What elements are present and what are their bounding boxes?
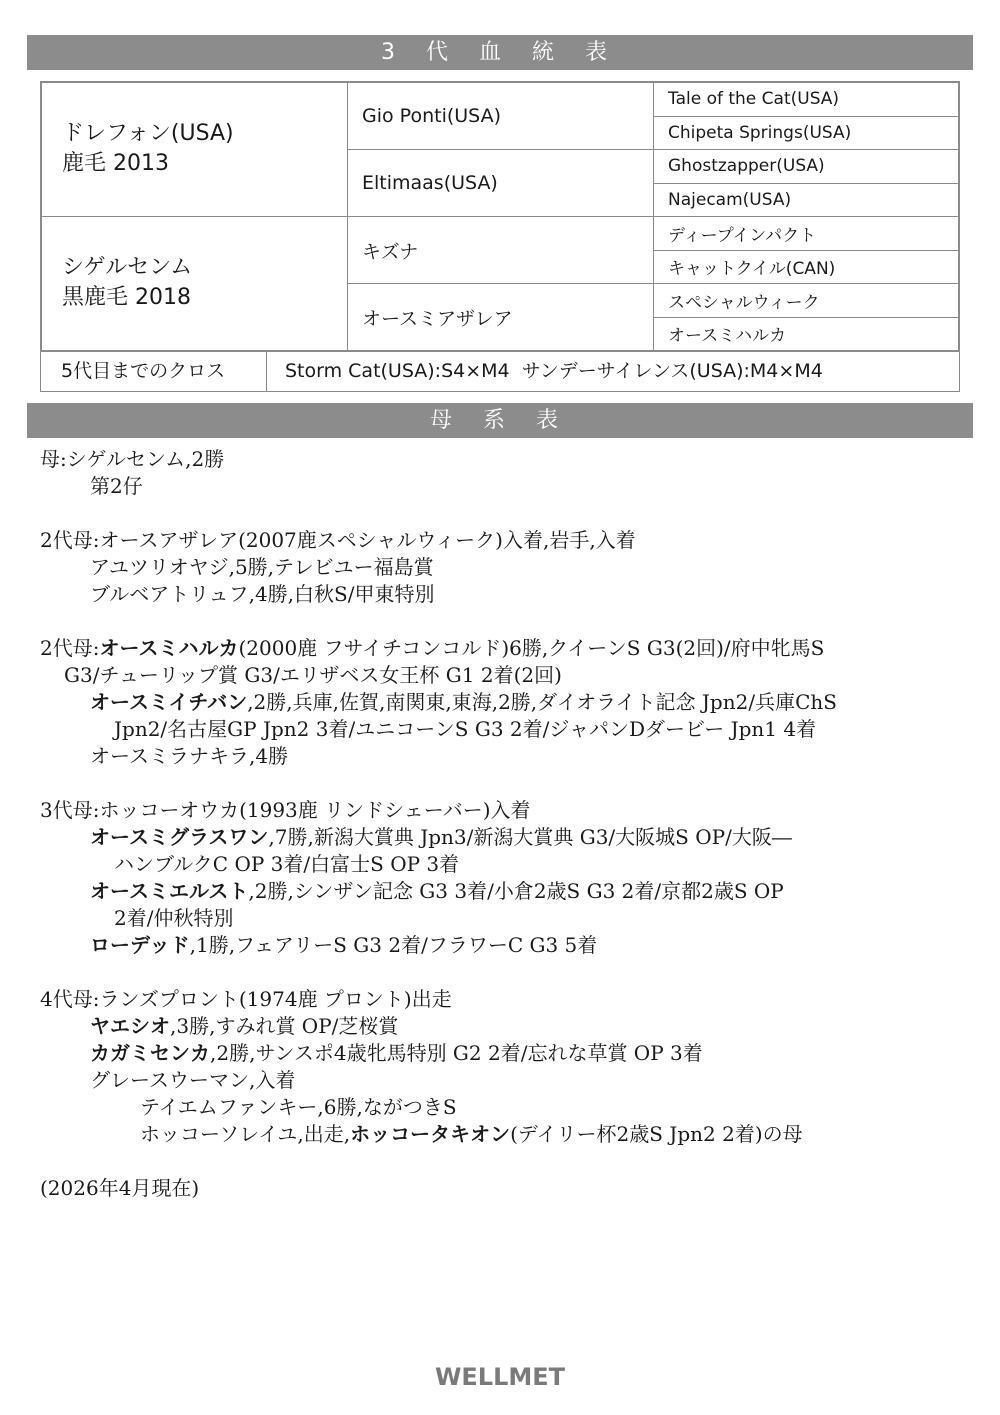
gen3-6: キャットクイル(CAN)	[654, 250, 959, 284]
family-header: 母 系 表	[27, 403, 973, 438]
dam-detail: 黒鹿毛 2018	[62, 285, 191, 310]
great-granddam-line: 3代母:ホッコーオウカ(1993鹿 リンドシェーバー)入着	[40, 798, 531, 822]
great-granddam-child-2-name: オースミエルスト	[90, 879, 249, 903]
fourth-dam-grandchild-2-name: ホッコータキオン	[350, 1122, 511, 1146]
great-granddam-child-1-text: ,7勝,新潟大賞典 Jpn3/新潟大賞典 G3/大阪城S OP/大阪―	[268, 825, 792, 849]
gen3-7: スペシャルウィーク	[654, 284, 959, 318]
granddam-b-text: (2000鹿 フサイチコンコルド)6勝,クイーンS G3(2回)/府中牝馬S	[238, 636, 825, 660]
dam-dam: オースミアザレア	[348, 284, 654, 351]
granddam-b-line	[40, 635, 824, 662]
great-granddam-child-2-line-2: 2着/仲秋特別	[114, 906, 234, 930]
gen3-3: Ghostzapper(USA)	[654, 150, 959, 184]
fourth-dam-child-2-name: カガミセンカ	[90, 1041, 210, 1065]
gen3-5: ディープインパクト	[654, 217, 959, 251]
sire-name: ドレフォン(USA)	[62, 121, 234, 146]
sire-cell	[42, 83, 348, 217]
granddam-b-child-1-text: ,2勝,兵庫,佐賀,南関東,東海,2勝,ダイオライト記念 Jpn2/兵庫ChS	[247, 690, 837, 714]
great-granddam-child-3	[90, 932, 597, 959]
great-granddam-child-1-name: オースミグラスワン	[90, 825, 269, 849]
granddam-a-line: 2代母:オースアザレア(2007鹿スペシャルウィーク)入着,岩手,入着	[40, 528, 636, 552]
dam-line: 母:シゲルセンム,2勝	[40, 447, 225, 471]
great-granddam-child-1-line-2: ハンブルクC OP 3着/白富士S OP 3着	[114, 852, 460, 876]
pedigree-header: 3 代 血 統 表	[27, 35, 973, 70]
dam-sire: キズナ	[348, 217, 654, 284]
fourth-dam-grandchild-2	[140, 1121, 803, 1148]
sire-detail: 鹿毛 2013	[62, 151, 169, 176]
great-granddam-child-2	[90, 878, 784, 905]
granddam-a-child-2: ブルベアトリュフ,4勝,白秋S/甲東特別	[90, 582, 435, 606]
granddam-b-child-1-name: オースミイチバン	[90, 690, 248, 714]
great-granddam-child-3-text: ,1勝,フェアリーS G3 2着/フラワーC G3 5着	[189, 933, 598, 957]
fourth-dam-child-2	[90, 1040, 703, 1067]
sire-sire: Gio Ponti(USA)	[348, 83, 654, 150]
cross-row	[41, 351, 959, 391]
cross-value: Storm Cat(USA):S4×M4 サンデーサイレンス(USA):M4×M4	[285, 360, 823, 382]
gen3-1: Tale of the Cat(USA)	[654, 83, 959, 117]
fourth-dam-child-1-text: ,3勝,すみれ賞 OP/芝桜賞	[170, 1014, 399, 1038]
granddam-b-prefix: 2代母:	[40, 636, 100, 660]
great-granddam-child-3-name: ローデッド	[90, 933, 190, 957]
dam-cell	[42, 217, 348, 351]
gen3-4: Najecam(USA)	[654, 183, 959, 217]
cross-label: 5代目までのクロス	[41, 352, 267, 391]
fourth-dam-child-3: グレースウーマン,入着	[90, 1068, 296, 1092]
fourth-dam-grandchild-1: テイエムファンキー,6勝,ながつきS	[140, 1095, 457, 1119]
granddam-b-line-2: G3/チューリップ賞 G3/エリザベス女王杯 G1 2着(2回)	[64, 663, 562, 687]
fourth-dam-line: 4代母:ランズプロント(1974鹿 プロント)出走	[40, 987, 452, 1011]
fourth-dam-child-1-name: ヤエシオ	[90, 1014, 170, 1038]
granddam-b-child-2: オースミラナキラ,4勝	[90, 744, 289, 768]
wellmet-logo: WELLMET	[434, 1363, 566, 1391]
sire-dam: Eltimaas(USA)	[348, 150, 654, 217]
great-granddam-child-1	[90, 824, 792, 851]
fourth-dam-child-2-text: ,2勝,サンスポ4歳牝馬特別 G2 2着/忘れな草賞 OP 3着	[210, 1041, 703, 1065]
granddam-b-name: オースミハルカ	[99, 636, 239, 660]
granddam-a-child-1: アユツリオヤジ,5勝,テレビユー福島賞	[90, 555, 434, 579]
gen3-8: オースミハルカ	[654, 317, 959, 351]
gen3-2: Chipeta Springs(USA)	[654, 116, 959, 150]
pedigree-table	[40, 81, 960, 392]
granddam-b-child-1	[90, 689, 837, 716]
great-granddam-child-2-text: ,2勝,シンザン記念 G3 3着/小倉2歳S G3 2着/京都2歳S OP	[248, 879, 784, 903]
fourth-dam-child-1	[90, 1013, 398, 1040]
granddam-b-child-1-line-2: Jpn2/名古屋GP Jpn2 3着/ユニコーンS G3 2着/ジャパンDダービー Jpn1 4着	[114, 717, 817, 741]
dam-child: 第2仔	[90, 474, 143, 498]
fourth-dam-grandchild-2-post: (デイリー杯2歳S Jpn2 2着)の母	[510, 1122, 803, 1146]
as-of-date: (2026年4月現在)	[40, 1176, 200, 1200]
dam-name: シゲルセンム	[62, 255, 193, 280]
fourth-dam-grandchild-2-pre: ホッコーソレイユ,出走,	[140, 1122, 351, 1146]
